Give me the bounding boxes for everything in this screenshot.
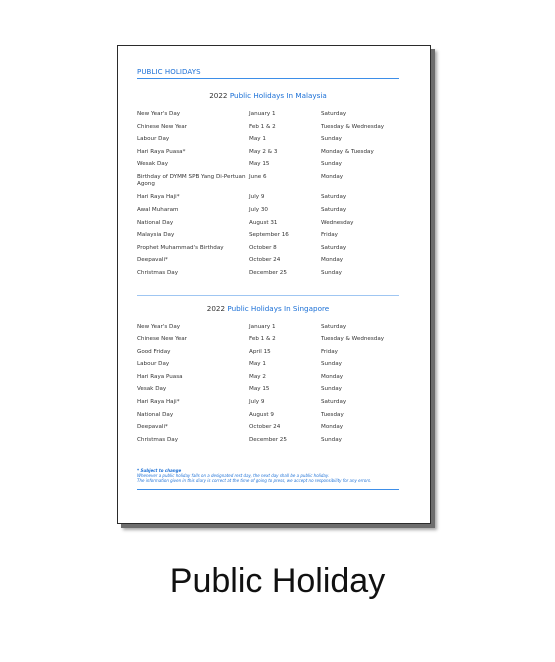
page-content <box>137 68 399 490</box>
holiday-date: Feb 1 & 2 <box>249 123 276 130</box>
holiday-date: Feb 1 & 2 <box>249 336 276 343</box>
holiday-day: Friday <box>321 232 338 239</box>
holiday-date: October 24 <box>249 424 281 431</box>
holiday-name: New Year's Day <box>137 111 181 117</box>
malaysia-holiday-row <box>137 270 399 283</box>
holiday-date: May 2 & 3 <box>249 148 278 155</box>
holiday-day: Tuesday <box>321 411 344 418</box>
singapore-section-title <box>137 304 399 313</box>
singapore-holiday-row <box>137 349 399 362</box>
holiday-date: January 1 <box>249 111 276 117</box>
malaysia-title-highlight: Public Holidays In Malaysia <box>229 91 327 100</box>
holiday-day: Tuesday & Wednesday <box>321 123 385 130</box>
document-page <box>117 45 431 524</box>
singapore-holiday-row <box>137 386 399 399</box>
holiday-day: Monday <box>321 257 344 264</box>
footnote-line-2: The information given in this diary is correct at the time of going to press, we accept no responsibility for any errors. <box>137 477 372 483</box>
holiday-date: May 15 <box>249 161 270 168</box>
holiday-day: Sunday <box>321 136 342 143</box>
malaysia-year: 2022 <box>209 91 228 100</box>
holiday-day: Monday <box>321 424 344 431</box>
footnotes <box>137 469 399 483</box>
holiday-day: Monday <box>321 373 344 380</box>
holiday-day: Sunday <box>321 386 342 393</box>
holiday-name: Deepavali* <box>137 257 168 264</box>
holiday-day: Tuesday & Wednesday <box>321 336 385 343</box>
holiday-date: May 15 <box>249 386 270 393</box>
holiday-day: Saturday <box>321 399 347 406</box>
holiday-name: Christmas Day <box>137 436 179 443</box>
holiday-day: Sunday <box>321 269 342 276</box>
holiday-date: January 1 <box>249 323 276 330</box>
singapore-holiday-table <box>137 324 399 450</box>
holiday-name: New Year's Day <box>137 323 181 330</box>
malaysia-holiday-row <box>137 194 399 207</box>
holiday-name: Prophet Muhammad's Birthday <box>137 244 224 251</box>
holiday-day: Monday <box>321 173 344 180</box>
holiday-date: December 25 <box>249 436 287 443</box>
holiday-date: October 24 <box>249 257 281 264</box>
holiday-day: Friday <box>321 348 338 355</box>
holiday-day: Sunday <box>321 361 342 368</box>
holiday-day: Sunday <box>321 436 342 443</box>
holiday-day: Saturday <box>321 323 347 330</box>
malaysia-holiday-row <box>137 220 399 233</box>
holiday-name: Awal Muharam <box>137 206 179 213</box>
holiday-name: Labour Day <box>137 361 170 368</box>
holiday-name: Vesak Day <box>137 386 167 393</box>
malaysia-holiday-row <box>137 136 399 149</box>
singapore-holiday-row <box>137 374 399 387</box>
holiday-day: Sunday <box>321 161 342 168</box>
holiday-day: Wednesday <box>321 219 354 226</box>
holiday-name: Good Friday <box>137 348 171 355</box>
holiday-date: September 16 <box>249 232 289 239</box>
malaysia-holiday-row <box>137 257 399 270</box>
page-heading: PUBLIC HOLIDAYS <box>137 68 399 79</box>
singapore-title-highlight: Public Holidays In Singapore <box>227 303 330 313</box>
holiday-date: June 6 <box>249 173 267 180</box>
holiday-name: Hari Raya Haji* <box>137 399 180 406</box>
holiday-date: October 8 <box>249 244 277 251</box>
malaysia-holiday-row <box>137 124 399 137</box>
singapore-holiday-row <box>137 399 399 412</box>
holiday-date: December 25 <box>249 269 287 276</box>
malaysia-holiday-row <box>137 161 399 174</box>
holiday-day: Saturday <box>321 206 347 213</box>
singapore-holiday-row <box>137 361 399 374</box>
holiday-name: Wesak Day <box>137 161 169 168</box>
holiday-day: Monday & Tuesday <box>321 148 374 155</box>
caption-title: Public Holiday <box>169 562 386 600</box>
holiday-date: July 9 <box>249 399 265 406</box>
holiday-day: Saturday <box>321 244 347 251</box>
holiday-name: National Day <box>137 219 174 226</box>
malaysia-holiday-row <box>137 174 399 194</box>
holiday-name: Chinese New Year <box>137 336 187 343</box>
malaysia-holiday-row <box>137 111 399 124</box>
holiday-date: May 1 <box>249 136 266 143</box>
holiday-name: Labour Day <box>137 136 170 143</box>
holiday-name: Deepavali* <box>137 424 168 431</box>
holiday-date: August 9 <box>249 411 274 418</box>
holiday-name: Malaysia Day <box>137 232 175 239</box>
singapore-year: 2022 <box>206 303 226 313</box>
holiday-date: July 30 <box>249 206 268 213</box>
holiday-day: Saturday <box>321 111 347 117</box>
singapore-holiday-row <box>137 324 399 337</box>
holiday-name: Hari Raya Haji* <box>137 194 180 201</box>
malaysia-holiday-row <box>137 232 399 245</box>
holiday-date: May 1 <box>249 361 266 368</box>
bottom-rule <box>137 489 399 490</box>
holiday-day: Saturday <box>321 194 347 201</box>
singapore-holiday-row <box>137 336 399 349</box>
holiday-name: Birthday of DYMM SPB Yang Di-Pertuan Agong <box>137 173 246 187</box>
singapore-holiday-row <box>137 412 399 425</box>
holiday-date: April 15 <box>249 348 271 355</box>
holiday-date: July 9 <box>249 194 265 201</box>
holiday-name: Christmas Day <box>137 269 179 276</box>
malaysia-section-title <box>137 91 399 100</box>
malaysia-holiday-row <box>137 245 399 258</box>
malaysia-holiday-row <box>137 207 399 220</box>
holiday-name: Chinese New Year <box>137 123 187 130</box>
malaysia-holiday-table <box>137 111 399 283</box>
singapore-holiday-row <box>137 424 399 437</box>
holiday-name: Hari Raya Puasa* <box>137 148 186 155</box>
malaysia-holiday-row <box>137 149 399 162</box>
holiday-date: May 2 <box>249 373 266 380</box>
holiday-name: Hari Raya Puasa <box>137 373 183 380</box>
holiday-name: National Day <box>137 411 174 418</box>
footnote-subject: * Subject to change <box>137 468 182 474</box>
holiday-date: August 31 <box>249 219 278 226</box>
singapore-section <box>137 295 399 450</box>
singapore-holiday-row <box>137 437 399 450</box>
footnote-line-1: Whenever a public holiday falls on a designated rest day, the next day shall be a public holiday. <box>137 473 330 479</box>
